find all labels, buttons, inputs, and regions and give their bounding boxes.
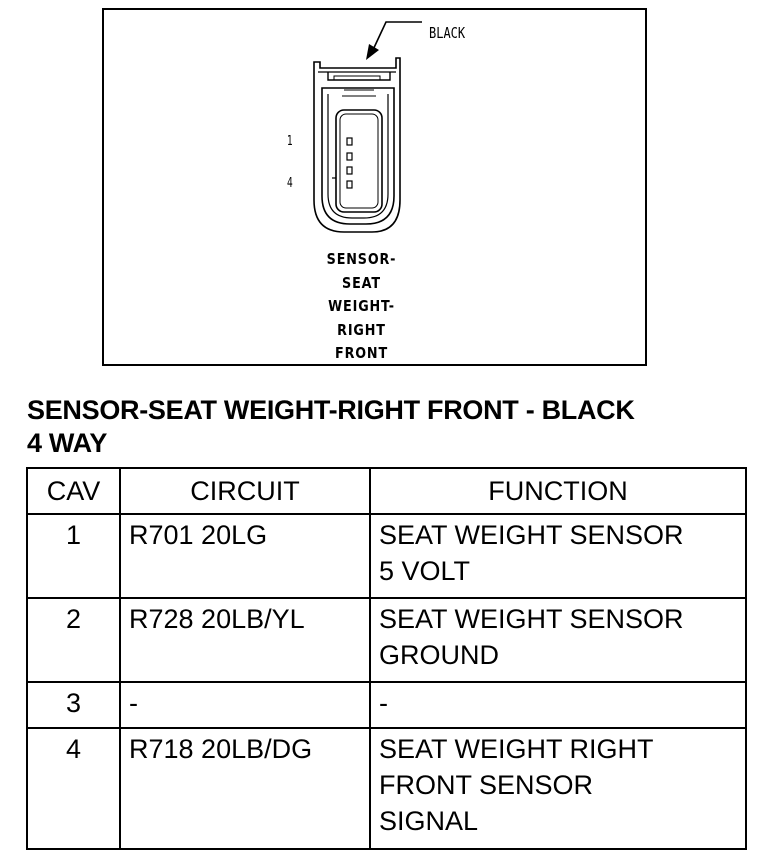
function-line: SEAT WEIGHT SENSOR — [379, 604, 684, 634]
connector-figure — [102, 8, 647, 366]
table-row — [27, 598, 746, 682]
connector-title-line2: 4 WAY — [27, 428, 108, 458]
function-cell — [370, 514, 746, 598]
connector-title — [27, 394, 635, 460]
connector-name-line: SEAT — [342, 273, 381, 292]
connector-name — [294, 248, 429, 366]
circuit-cell: - — [120, 682, 370, 728]
function-line: - — [379, 688, 388, 718]
table-row — [27, 514, 746, 598]
header-circuit: CIRCUIT — [120, 468, 370, 514]
function-line: 5 VOLT — [379, 556, 471, 586]
pin-label-4: 4 — [287, 176, 293, 191]
cav-cell: 4 — [27, 728, 120, 849]
color-callout-label: BLACK — [429, 24, 466, 42]
function-line: SEAT WEIGHT SENSOR — [379, 520, 684, 550]
cav-cell: 2 — [27, 598, 120, 682]
function-cell — [370, 682, 746, 728]
header-cav: CAV — [27, 468, 120, 514]
function-line: FRONT SENSOR — [379, 770, 594, 800]
connector-name-line: WEIGHT- — [328, 297, 395, 315]
table-row — [27, 728, 746, 849]
function-line: GROUND — [379, 640, 499, 670]
pin-label-1: 1 — [287, 134, 293, 149]
cav-cell: 3 — [27, 682, 120, 728]
circuit-cell: R718 20LB/DG — [120, 728, 370, 849]
header-function: FUNCTION — [370, 468, 746, 514]
function-line: SIGNAL — [379, 806, 479, 836]
connector-title-line1: SENSOR-SEAT WEIGHT-RIGHT FRONT - BLACK — [27, 395, 635, 425]
connector-name-line: SENSOR- — [326, 250, 397, 268]
function-cell — [370, 728, 746, 849]
cav-cell: 1 — [27, 514, 120, 598]
circuit-cell: R701 20LG — [120, 514, 370, 598]
function-line: SEAT WEIGHT RIGHT — [379, 734, 654, 764]
pinout-table — [26, 467, 747, 850]
connector-name-line: RIGHT — [337, 320, 386, 339]
table-header-row — [27, 468, 746, 514]
circuit-cell: R728 20LB/YL — [120, 598, 370, 682]
connector-name-line: FRONT — [335, 344, 388, 362]
table-row — [27, 682, 746, 728]
function-cell — [370, 598, 746, 682]
